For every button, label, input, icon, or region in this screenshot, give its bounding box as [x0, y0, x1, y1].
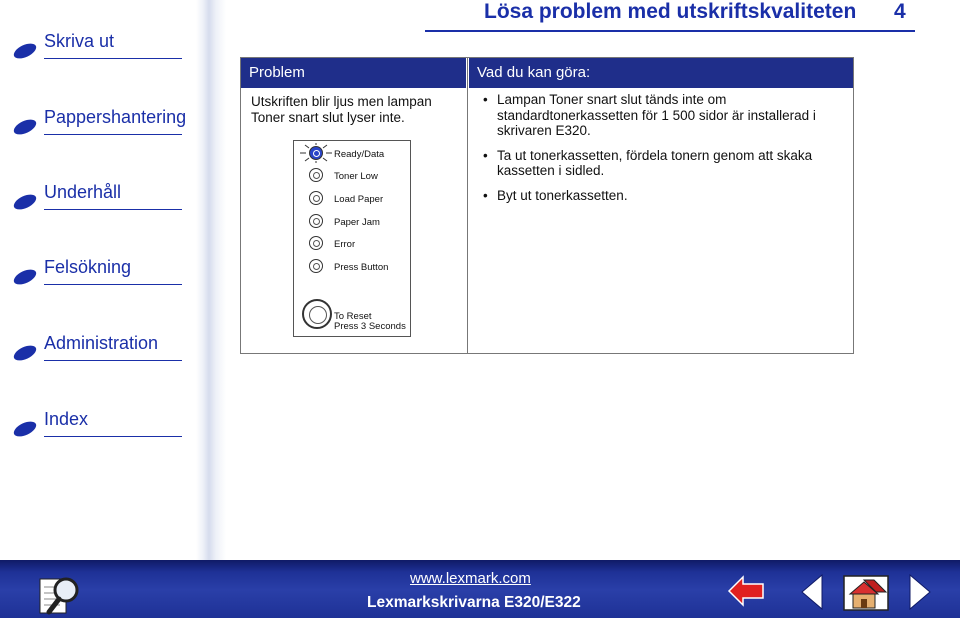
reset-label-line-1: To Reset — [334, 311, 372, 322]
nav-bullet-icon — [12, 421, 38, 437]
press-button-light — [309, 259, 323, 273]
action-list — [481, 92, 841, 212]
light-label: Load Paper — [334, 194, 384, 205]
light-label: Error — [334, 239, 356, 250]
nav-bullet-icon — [12, 119, 38, 135]
problem-description: Utskriften blir ljus men lampan Toner snart slut lyser inte. — [251, 94, 432, 125]
nav-felsokning[interactable] — [12, 257, 184, 287]
back-arrow-icon[interactable] — [727, 574, 765, 608]
light-label: Press Button — [334, 262, 389, 273]
footer-bar — [0, 560, 960, 618]
light-label: Toner Low — [334, 171, 378, 182]
website-link[interactable]: www.lexmark.com — [410, 570, 531, 587]
action-item: • Lampan Toner snart slut tänds inte om standardtonerkassetten för 1 500 sidor är installerad i skrivaren E320. — [481, 92, 841, 139]
reset-label — [334, 312, 406, 332]
sidebar — [0, 0, 240, 560]
panel-button — [302, 299, 332, 329]
page-number: 4 — [894, 0, 906, 23]
light-label: Ready/Data — [334, 149, 385, 160]
nav-index[interactable] — [12, 409, 184, 439]
action-item: • Byt ut tonerkassetten. — [481, 188, 841, 204]
nav-skriva-ut[interactable] — [12, 31, 184, 61]
next-page-icon[interactable] — [908, 573, 932, 611]
nav-underline — [44, 209, 182, 210]
nav-label: Felsökning — [44, 257, 132, 277]
error-light — [309, 236, 323, 250]
paper-jam-light — [309, 214, 323, 228]
nav-underline — [44, 360, 182, 361]
nav-bullet-icon — [12, 194, 38, 210]
nav-administration[interactable] — [12, 333, 184, 363]
nav-bullet-icon — [12, 269, 38, 285]
nav-bullet-icon — [12, 345, 38, 361]
nav-underline — [44, 58, 182, 59]
nav-underline — [44, 284, 182, 285]
operator-panel-illustration — [293, 140, 411, 337]
previous-page-icon[interactable] — [800, 573, 824, 611]
magnifier-icon[interactable] — [38, 573, 86, 617]
nav-label: Index — [44, 409, 89, 429]
nav-label: Pappershantering — [44, 107, 187, 127]
nav-label: Administration — [44, 333, 159, 353]
ready-data-light — [309, 146, 323, 160]
action-item: • Ta ut tonerkassetten, fördela tonern genom att skaka kassetten i sidled. — [481, 148, 841, 179]
load-paper-light — [309, 191, 323, 205]
column-header-action: Vad du kan göra: — [469, 58, 853, 88]
nav-underhall[interactable] — [12, 182, 184, 212]
nav-underline — [44, 436, 182, 437]
nav-pappershantering[interactable] — [12, 107, 187, 137]
nav-bullet-icon — [12, 43, 38, 59]
column-header-problem: Problem — [241, 58, 466, 88]
nav-underline — [44, 134, 182, 135]
nav-label: Skriva ut — [44, 31, 115, 51]
nav-label: Underhåll — [44, 182, 122, 202]
title-rule — [425, 30, 915, 32]
toner-low-light — [309, 168, 323, 182]
home-icon[interactable] — [842, 572, 890, 612]
printer-model: Lexmarkskrivarna E320/E322 — [367, 594, 581, 611]
reset-label-line-2: Press 3 Seconds — [334, 321, 406, 332]
light-label: Paper Jam — [334, 217, 380, 228]
page-title: Lösa problem med utskriftskvaliteten — [484, 0, 857, 23]
column-divider — [467, 58, 468, 353]
